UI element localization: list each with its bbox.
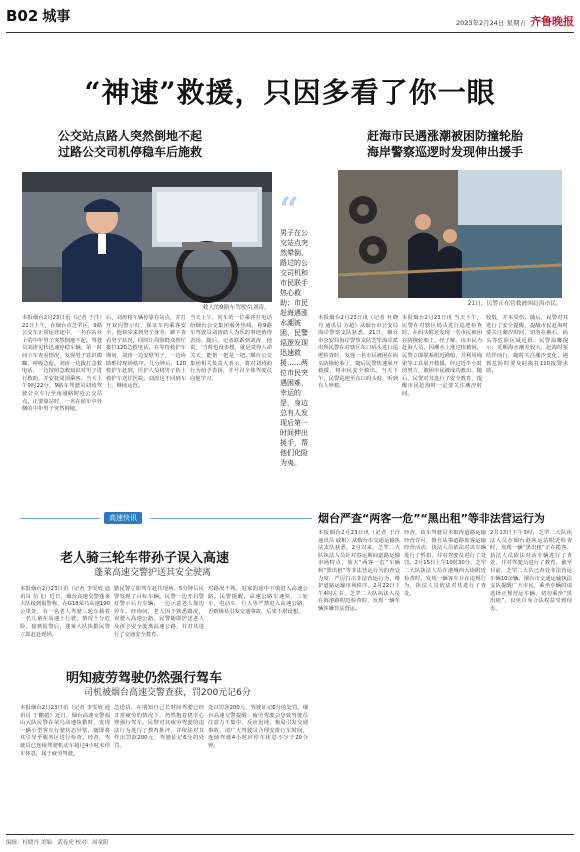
story-left-title [20, 128, 240, 160]
footer-rule [6, 834, 574, 835]
page-header-section [6, 6, 70, 26]
story-bl2-subtitle: 司机被烟台高速交警查获，罚200元记6分 [84, 688, 251, 698]
pull-quote-text: 男子在公交站点突然晕倒，路过的公交司机和市民联手热心救助；市民赶海遇涨水潮被困，民警巡逻发现迅速救援……两位市民突遇困难，幸运的是，身边总有人发现后第一时间伸出援手，帮他们化险为夷。 [280, 229, 308, 467]
story-br-body-col3: 2月13日下午3时，芝罘二大队执法人员在烟台港客运站附近检查时，发现一辆“黑出租”正在揽客。执法人员依法对该车辆进行了查处，并对驾驶员进行了教育。截至目前，芝罘二大队已查处非法营运车辆10余辆。烟台市交通运输执法支队提醒广大市民，乘坐车辆时请选择正规营运车辆，切勿乘坐“黑出租”，以免自身合法权益受到侵害。 [490, 530, 572, 612]
quote-mark: “ [279, 190, 299, 230]
story-bl1-body-col3: 对路况不熟，追家的途中不慎进入高速公路。民警提醒，高速公路车速快，三轮车、电动车、行人等严禁进入高速公路，否则极易引发交通事故，后果不堪设想。 [208, 586, 308, 615]
story-right-title [320, 128, 570, 160]
story-right-photo-caption: 21日，民警正在营救被困赶海市民。 [467, 301, 562, 307]
date-line: 2023年2月24日 星期五 [455, 19, 526, 27]
footer-credits: 编辑：杜晓丹 美编：武春虎 校对：周童阳 [6, 840, 109, 846]
section-name: 城事 [42, 9, 71, 25]
story-bl1-title: 老人骑三轮车带孙子误入高速 [60, 551, 230, 566]
bus-driver-photo [22, 172, 272, 302]
header-rule [6, 32, 574, 33]
page-header-right [456, 13, 574, 29]
story-br-title: 烟台严查“两客一危”“黑出租”等非法营运行为 [318, 512, 545, 525]
story-right-body-col2: 本报烟台2月23日讯 当天下午，民警在对辖区码头进行巡逻检查时，在码头附近发现一名市民被困在防撞轮胎上。经了解，该市民为赶海人员，因潮水上涨过快被困。民警立即联系附近渔船，并利用绳索等工具展开救援。经过近半小时的努力，被困市民被成功救出。随后，民警对其进行了安全教育，提醒市民赶海时一定要关注潮汐时间。 [402, 315, 482, 397]
story-left-title-line1: 公交站点路人突然倒地不起 [57, 129, 202, 143]
story-left-body-col3: 当天上午，同车的一位乘客打电话给烟台公交集团服务热线，称9路车驾驶员刘涛助人为乐的事迹值得表扬。随后，记者联系到刘涛，他说，‘当时也没多想，就是觉得人命关天，能帮一把是一把。’烟台公交集团相关负责人表示，将对刘涛的行为给予表扬，并号召全体驾驶员向他学习。 [190, 315, 272, 382]
story-br-body-col2: 经查，该车驾驶员未取得道路运输经营许可，擅自从事道路旅客运输经营活动，执法人员依法对该车辆进行了暂扣，并对驾驶员进行了处罚。2月15日上午10时30分，芝罘二大队执法人员在港城西大街附近检查时，发现一辆客车存在违规行为，执法人员依法对其进行了查处。 [404, 530, 486, 597]
story-bl2-title: 明知疲劳驾驶仍然强行驾车 [66, 671, 223, 686]
story-right-body-col3: 较低，并未受伤。随后，民警对其进行了安全提醒，提醒市民赶海时要关注潮汐时间，切勿在礁石、码头等危险区域逗留。民警温馨提示：近期海水潮差较大，赶海时要结伴而行，随时关注潮汐变化，遇到危险时要及时拨打110报警求助。 [486, 315, 568, 375]
story-bl1-body-col1: 本报烟台2月23日讯（记者 李雯姣 通讯员 信飞）近日，烟台高速交警蓬莱大队接到报警称，在G18荣乌高速190公里处，有一名老人驾驶三轮车载着一名儿童在高速上行驶，情况十分危险。接到报警后，蓬莱大队执勤民警立即赶赴现场。 [20, 586, 110, 638]
story-left-body-col2: 后，刘涛将车辆停靠在站点，并打开双闪警示灯，保证车内乘客安全。他快步来到男子身旁，蹲下查看男子状况，同时让周围群众帮忙拨打120急救电话。在等待救护车期间，刘涛一边安慰男子，一边协助维持现场秩序。几分钟后，120救护车赶到，医护人员将男子抬上救护车送往医院。刘涛这才回到车上，继续运营。 [106, 315, 186, 390]
bus-driver-photo-image [22, 172, 272, 302]
coastal-rescue-photo-image [338, 170, 562, 298]
story-right-title-line2: 海岸警察巡逻时发现伸出援手 [366, 145, 523, 159]
story-bl2-body-col2: 急送货，在明知自己长时间驾驶已经非常疲劳的情况下，仍然抱着侥幸心理强行驾车。民警对其疲劳驾驶的违法行为进行了教育批评，并依法对其作出罚款200元、驾驶证记6分的处罚。 [114, 705, 204, 749]
paper-logo: 齐鲁晚报 [530, 15, 574, 28]
story-bl2-body-col1: 本报烟台2月23日讯（记者 李雯姣 通讯员 于鹏超）近日，烟台高速交警福山大队民警在荣乌高速执勤时，发现一辆小型客车行驶状态异常，随即将其引导至服务区进行检查。经查，驾驶员已连续驾驶机动车超过4小时未停车休息，属于疲劳驾驶。 [20, 705, 110, 757]
story-br-body-col1: 本报烟台2月23日讯（记者 于洋 通讯员 戚彬）从烟台市交通运输执法支队获悉，2月以来，芝罘二大队执法人员针对春运期间道路运输市场特点，加大“两客一危”车辆和“黑出租”等非法营运行为的查处力度，严厉打击非法营运行为，维护道路运输市场秩序。2月22日下午4时左右，芝罘二大队执法人员在海港路附近检查时，发现一辆车辆涉嫌非法营运。 [318, 530, 400, 612]
brief-bar-line-right [150, 518, 312, 519]
section-code: B02 [6, 7, 39, 25]
story-bl1-body-col2: 勤民警立即驾车赶往现场，5分钟后民警发现了目标车辆。民警一边开启警灯警示后方车辆，一边示意老人靠边停车。经询问，老人因不熟悉路况，误驶入高速公路。民警随即护送老人及孩子安全驶离高速公路，并对其进行了交通安全教育。 [114, 586, 204, 638]
story-left-photo-caption: 救人的9路车驾驶员刘涛。 [202, 305, 270, 311]
story-bl2-body-col3: 处以罚款200元、驾驶证记6分的处罚。烟台高速交警提醒：疲劳驾驶会导致驾驶员注意力不集中、反应迟钝，极易引发交通事故，请广大驾驶员合理安排行车时间，连续驾驶4小时应停车休息不少于20分钟。 [208, 705, 308, 749]
story-bl1-subtitle: 蓬莱高速交警护送其安全驶离 [94, 568, 212, 578]
main-headline: “神速”救援，只因多看了你一眼 [84, 76, 496, 109]
story-left-title-line2: 过路公交司机停稳车后施救 [57, 145, 202, 159]
coastal-rescue-photo [338, 170, 562, 298]
story-right-title-line1: 赶海市民遇涨潮被困防撞轮胎 [366, 129, 523, 143]
story-right-body-col1: 本报烟台2月23日讯（记者 杜晓丹 通讯员 方超）从烟台市公安局海岸警察支队获悉，21日，烟台市公安局海岸警察支队芝罘海岸派出所民警在对辖区东口码头进行巡逻检查时，发现一名市民被困在码头防撞轮胎上，随后民警快速展开救援，将市民安全救出。当天下午，民警巡逻至东口码头时，听到有人呼救。 [318, 315, 398, 390]
brief-bar-line-left [20, 518, 100, 519]
story-left-body-col1: 本报烟台2月23日讯（记者 于洋）21日上午，在烟台市芝罘区，9路公交车正常运营途中，一名在站台上的中年男子突然倒地不起。驾驶员刘涛见状迅速停稳车辆，第一时间下车查看情况，发现男子意识模糊、呼吸急促。刘涛一边拨打急救电话，一边按照急救知识对男子进行救助，并安抚周围乘客。当天上午9时22分，9路车驾驶员刘涛驾驶公交车行至南通路附近公交站点，正要靠站时，一名在候车亭外侧的中年男子突然倒地。 [22, 315, 102, 413]
brief-bar-label: 高速快讯 [104, 512, 142, 524]
